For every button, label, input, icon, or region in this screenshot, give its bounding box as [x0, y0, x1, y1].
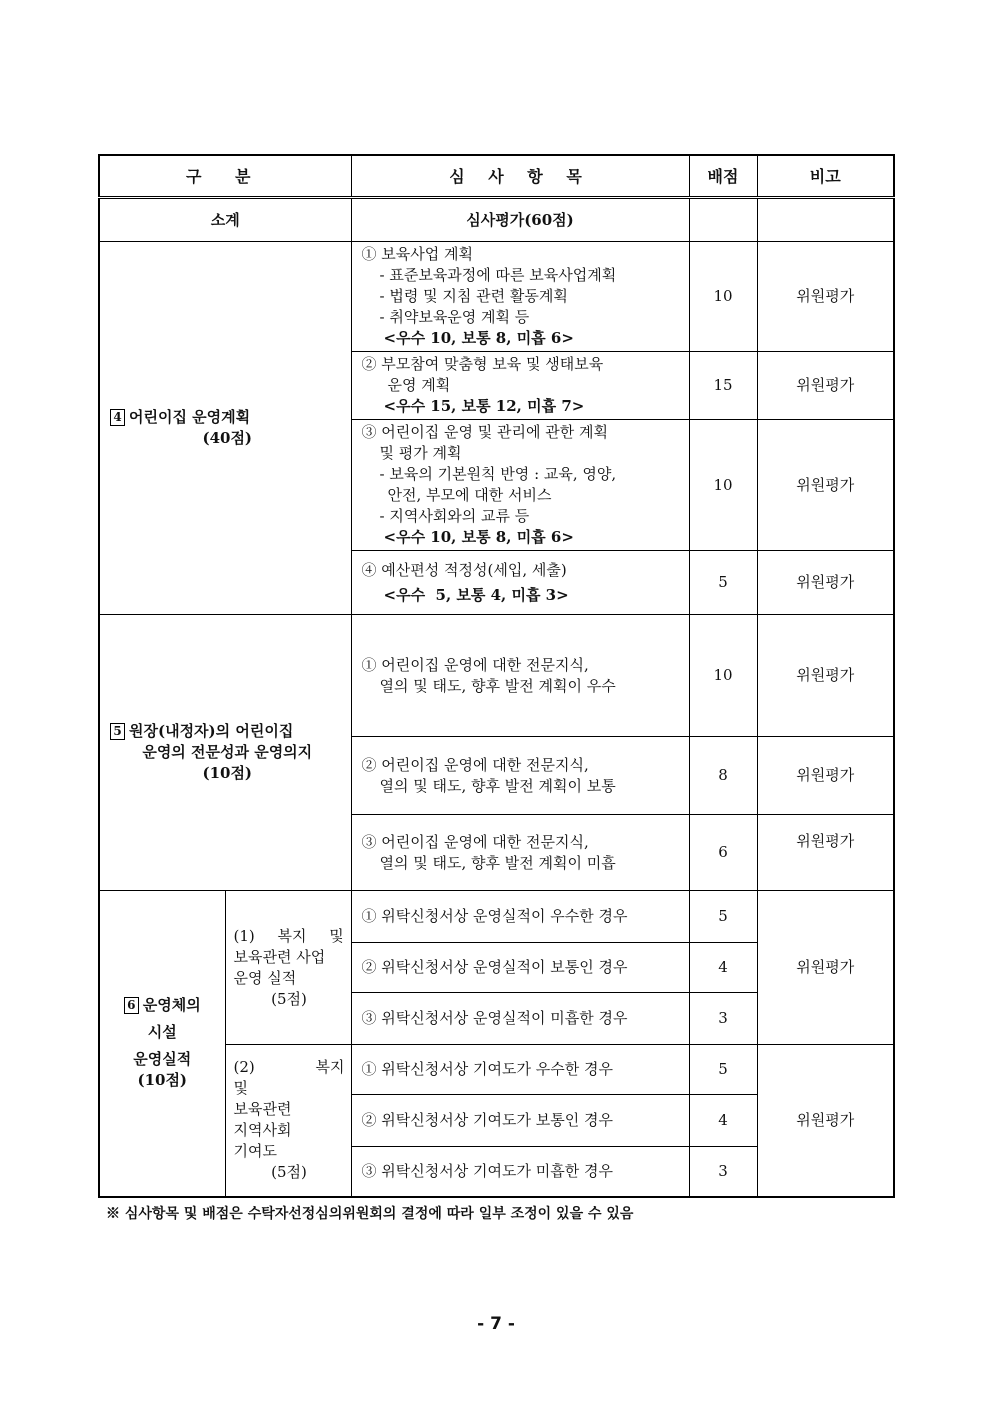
subtotal-value: 심사평가(60점)	[351, 198, 689, 242]
section4-item2: ② 부모참여 맞춤형 보육 및 생태보육 운영 계획 <우수 15, 보통 12, 미흡 7>	[351, 352, 689, 420]
note-cell: 위원평가	[757, 551, 894, 615]
section6-sub1-label: (1) 복지 및 보육관련 사업 운영 실적 (5점)	[225, 891, 351, 1045]
section6-points: (10점)	[137, 1071, 188, 1090]
score-cell: 15	[689, 352, 757, 420]
note-cell: 위원평가	[757, 815, 894, 891]
section4-item4: ④ 예산편성 적정성(세입, 세출) <우수 5, 보통 4, 미흡 3>	[351, 551, 689, 615]
score-cell: 5	[689, 1045, 757, 1095]
header-score: 배점	[689, 155, 757, 198]
score-cell: 5	[689, 891, 757, 943]
section5-item2: ② 어린이집 운영에 대한 전문지식, 열의 및 태도, 향후 발전 계획이 보통	[351, 737, 689, 815]
section6-sub2-item2: ② 위탁신청서상 기여도가 보통인 경우	[351, 1095, 689, 1147]
section5-points: (10점)	[202, 764, 253, 782]
note-cell: 위원평가	[757, 615, 894, 737]
note-cell: 위원평가	[757, 891, 894, 1045]
section4-points: (40점)	[202, 429, 253, 447]
section6-sub1-item1: ① 위탁신청서상 운영실적이 우수한 경우	[351, 891, 689, 943]
section5-title-line1: 원장(내정자)의 어린이집	[129, 722, 294, 740]
section6-sub1-item3: ③ 위탁신청서상 운영실적이 미흡한 경우	[351, 993, 689, 1045]
section5-item3: ③ 어린이집 운영에 대한 전문지식, 열의 및 태도, 향후 발전 계획이 미흡	[351, 815, 689, 891]
section4-title: 어린이집 운영계획	[129, 408, 251, 426]
section4-item3: ③ 어린이집 운영 및 관리에 관한 계획 및 평가 계획 - 보육의 기본원칙 반영 : 교육, 영양, 안전, 부모에 대한 서비스 - 지역사회와의 교류 등 <우수 10, 보통 8, 미흡 6>	[351, 420, 689, 551]
section-number-box: 4	[110, 409, 125, 426]
score-cell: 10	[689, 615, 757, 737]
score-cell: 4	[689, 1095, 757, 1147]
section5-item1: ① 어린이집 운영에 대한 전문지식, 열의 및 태도, 향후 발전 계획이 우수	[351, 615, 689, 737]
header-note: 비고	[757, 155, 894, 198]
subtotal-label: 소계	[99, 198, 351, 242]
note-cell: 위원평가	[757, 420, 894, 551]
note-cell: 위원평가	[757, 352, 894, 420]
note-cell: 위원평가	[757, 737, 894, 815]
section-number-box: 5	[110, 723, 125, 740]
section6-title-line3: 운영실적	[133, 1050, 192, 1069]
section5-category	[99, 615, 351, 891]
score-cell: 10	[689, 420, 757, 551]
score-cell: 3	[689, 993, 757, 1045]
page-number: - 7 -	[477, 1314, 515, 1334]
score-cell: 3	[689, 1147, 757, 1197]
score-cell: 8	[689, 737, 757, 815]
subtotal-note-empty	[757, 198, 894, 242]
section6-title-line1: 운영체의	[142, 996, 201, 1015]
section4-item1: ① 보육사업 계획 - 표준보육과정에 따른 보육사업계획 - 법령 및 지침 관련 활동계획 - 취약보육운영 계획 등 <우수 10, 보통 8, 미흡 6>	[351, 242, 689, 352]
table-row	[99, 615, 894, 737]
table-row	[99, 242, 894, 352]
header-items: 심 사 항 목	[351, 155, 689, 198]
section6-category	[99, 891, 225, 1197]
section5-title-line2: 운영의 전문성과 운영의지	[142, 743, 313, 761]
footnote: ※ 심사항목 및 배점은 수탁자선정심의위원회의 결정에 따라 일부 조정이 있을 수 있음	[106, 1206, 634, 1222]
score-cell: 5	[689, 551, 757, 615]
score-cell: 4	[689, 943, 757, 993]
section6-sub2-item1: ① 위탁신청서상 기여도가 우수한 경우	[351, 1045, 689, 1095]
header-category: 구 분	[99, 155, 351, 198]
note-cell: 위원평가	[757, 242, 894, 352]
table-header-row	[99, 155, 894, 198]
subtotal-score-empty	[689, 198, 757, 242]
subtotal-row	[99, 198, 894, 242]
section6-title-line2: 시설	[147, 1023, 177, 1042]
table-row	[99, 891, 894, 943]
section4-category	[99, 242, 351, 615]
section6-sub2-item3: ③ 위탁신청서상 기여도가 미흡한 경우	[351, 1147, 689, 1197]
evaluation-table	[98, 154, 895, 1198]
section-number-box: 6	[124, 997, 139, 1014]
section6-sub2-label: (2) 복지 및 보육관련 지역사회 기여도 (5점)	[225, 1045, 351, 1197]
section6-sub1-item2: ② 위탁신청서상 운영실적이 보통인 경우	[351, 943, 689, 993]
score-cell: 10	[689, 242, 757, 352]
note-cell: 위원평가	[757, 1045, 894, 1197]
score-cell: 6	[689, 815, 757, 891]
